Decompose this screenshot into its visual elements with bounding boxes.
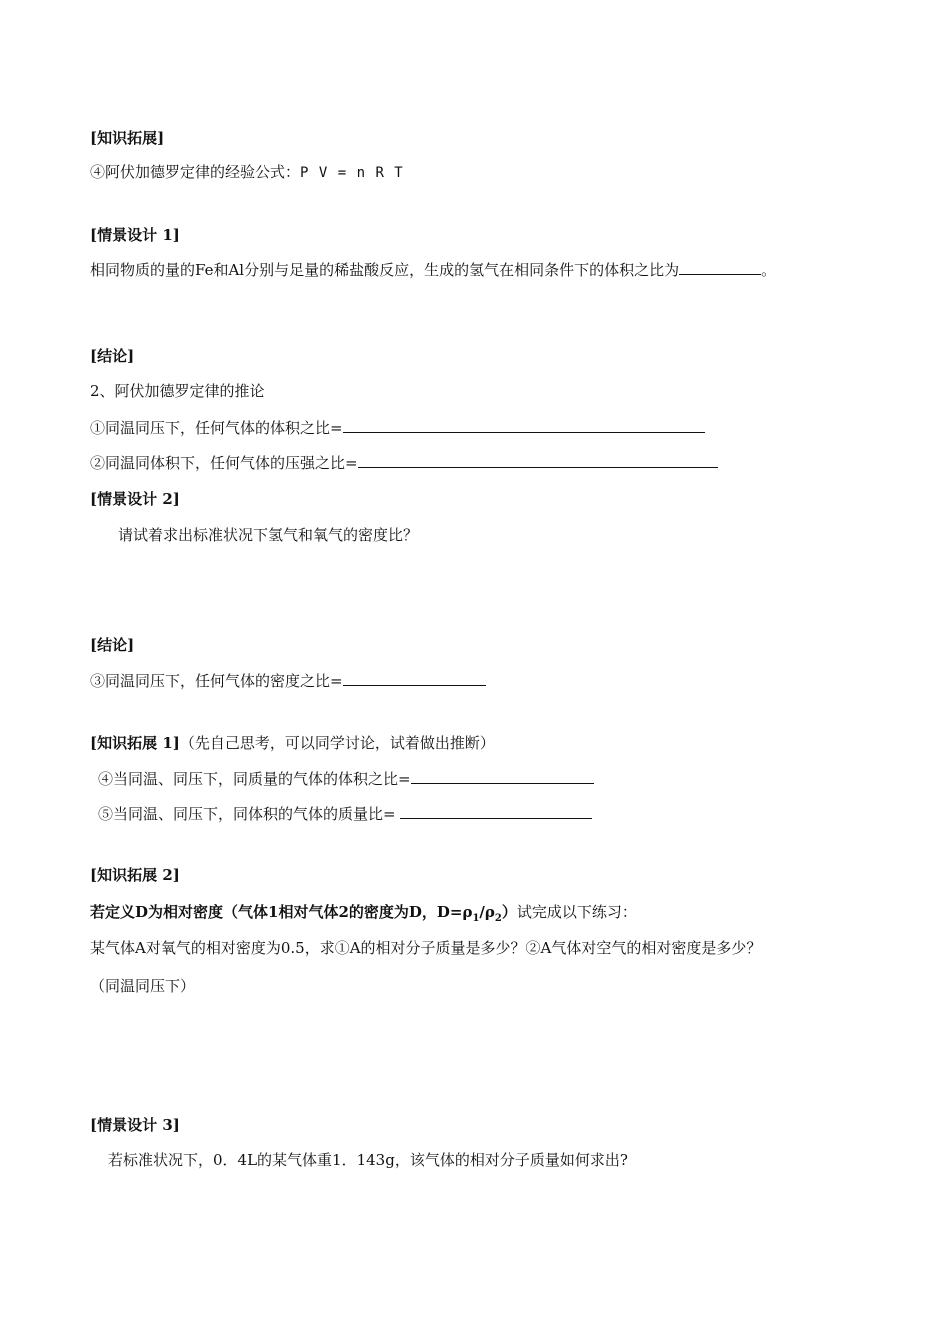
answer-blank[interactable] bbox=[411, 769, 594, 784]
ideal-gas-formula: P V = n R T bbox=[300, 165, 404, 181]
corollary-item-3 bbox=[90, 671, 486, 691]
answer-blank[interactable] bbox=[400, 804, 592, 819]
scenario-2-question: 请试着求出标准状况下氢气和氧气的密度比？ bbox=[118, 526, 419, 544]
formula-line bbox=[90, 162, 404, 183]
corollary-item-3-text: ③同温同压下，任何气体的密度之比= bbox=[90, 672, 343, 690]
heading-conclusion-1: [结论] bbox=[90, 347, 135, 365]
extension-item-4 bbox=[98, 769, 594, 789]
extension-2-condition: （同温同压下） bbox=[90, 977, 196, 995]
scenario-1-question bbox=[90, 260, 776, 280]
heading-knowledge-extension: [知识拓展] bbox=[90, 129, 165, 147]
scenario-3-question: 若标准状况下，0．4L的某气体重1．143g，该气体的相对分子质量如何求出? bbox=[108, 1151, 628, 1169]
heading-knowledge-extension-2: [知识拓展 2] bbox=[90, 866, 180, 884]
corollary-title: 2、阿伏加德罗定律的推论 bbox=[90, 382, 265, 400]
formula-prefix: ④阿伏加德罗定律的经验公式： bbox=[90, 163, 301, 181]
scenario-1-tail: 。 bbox=[761, 261, 777, 279]
extension-2-question: 某气体A对氧气的相对密度为0.5，求①A的相对分子质量是多少？②A气体对空气的相对密度是多少？ bbox=[90, 939, 762, 957]
heading-scenario-2: [情景设计 2] bbox=[90, 490, 180, 508]
heading-scenario-3: [情景设计 3] bbox=[90, 1116, 180, 1134]
answer-blank[interactable] bbox=[358, 453, 718, 468]
knowledge-extension-1-line bbox=[90, 733, 495, 753]
heading-conclusion-2: [结论] bbox=[90, 636, 135, 654]
scenario-1-text: 相同物质的量的Fe和Al分别与足量的稀盐酸反应，生成的氢气在相同条件下的体积之比为 bbox=[90, 261, 680, 279]
answer-blank[interactable] bbox=[679, 260, 761, 275]
heading-scenario-1: [情景设计 1] bbox=[90, 226, 180, 244]
corollary-item-2-text: ②同温同体积下，任何气体的压强之比= bbox=[90, 454, 358, 472]
answer-blank[interactable] bbox=[343, 418, 705, 433]
heading-knowledge-extension-1: [知识拓展 1] bbox=[90, 734, 180, 752]
corollary-item-1 bbox=[90, 418, 705, 438]
definition-tail: 试完成以下练习： bbox=[516, 903, 637, 921]
corollary-item-2 bbox=[90, 453, 718, 473]
definition-text: 若定义D为相对密度（气体1相对气体2的密度为D，$D=\rho_1/\rho_2$） bbox=[90, 903, 517, 924]
extension-item-4-text: ④当同温、同压下，同质量的气体的体积之比= bbox=[98, 770, 411, 788]
extension-1-note: （先自己思考，可以同学讨论，试着做出推断） bbox=[179, 734, 495, 752]
relative-density-definition bbox=[90, 902, 637, 929]
extension-item-5-text: ⑤当同温、同压下，同体积的气体的质量比= bbox=[98, 805, 401, 823]
corollary-item-1-text: ①同温同压下，任何气体的体积之比= bbox=[90, 419, 343, 437]
extension-item-5 bbox=[98, 804, 592, 824]
answer-blank[interactable] bbox=[343, 671, 486, 686]
